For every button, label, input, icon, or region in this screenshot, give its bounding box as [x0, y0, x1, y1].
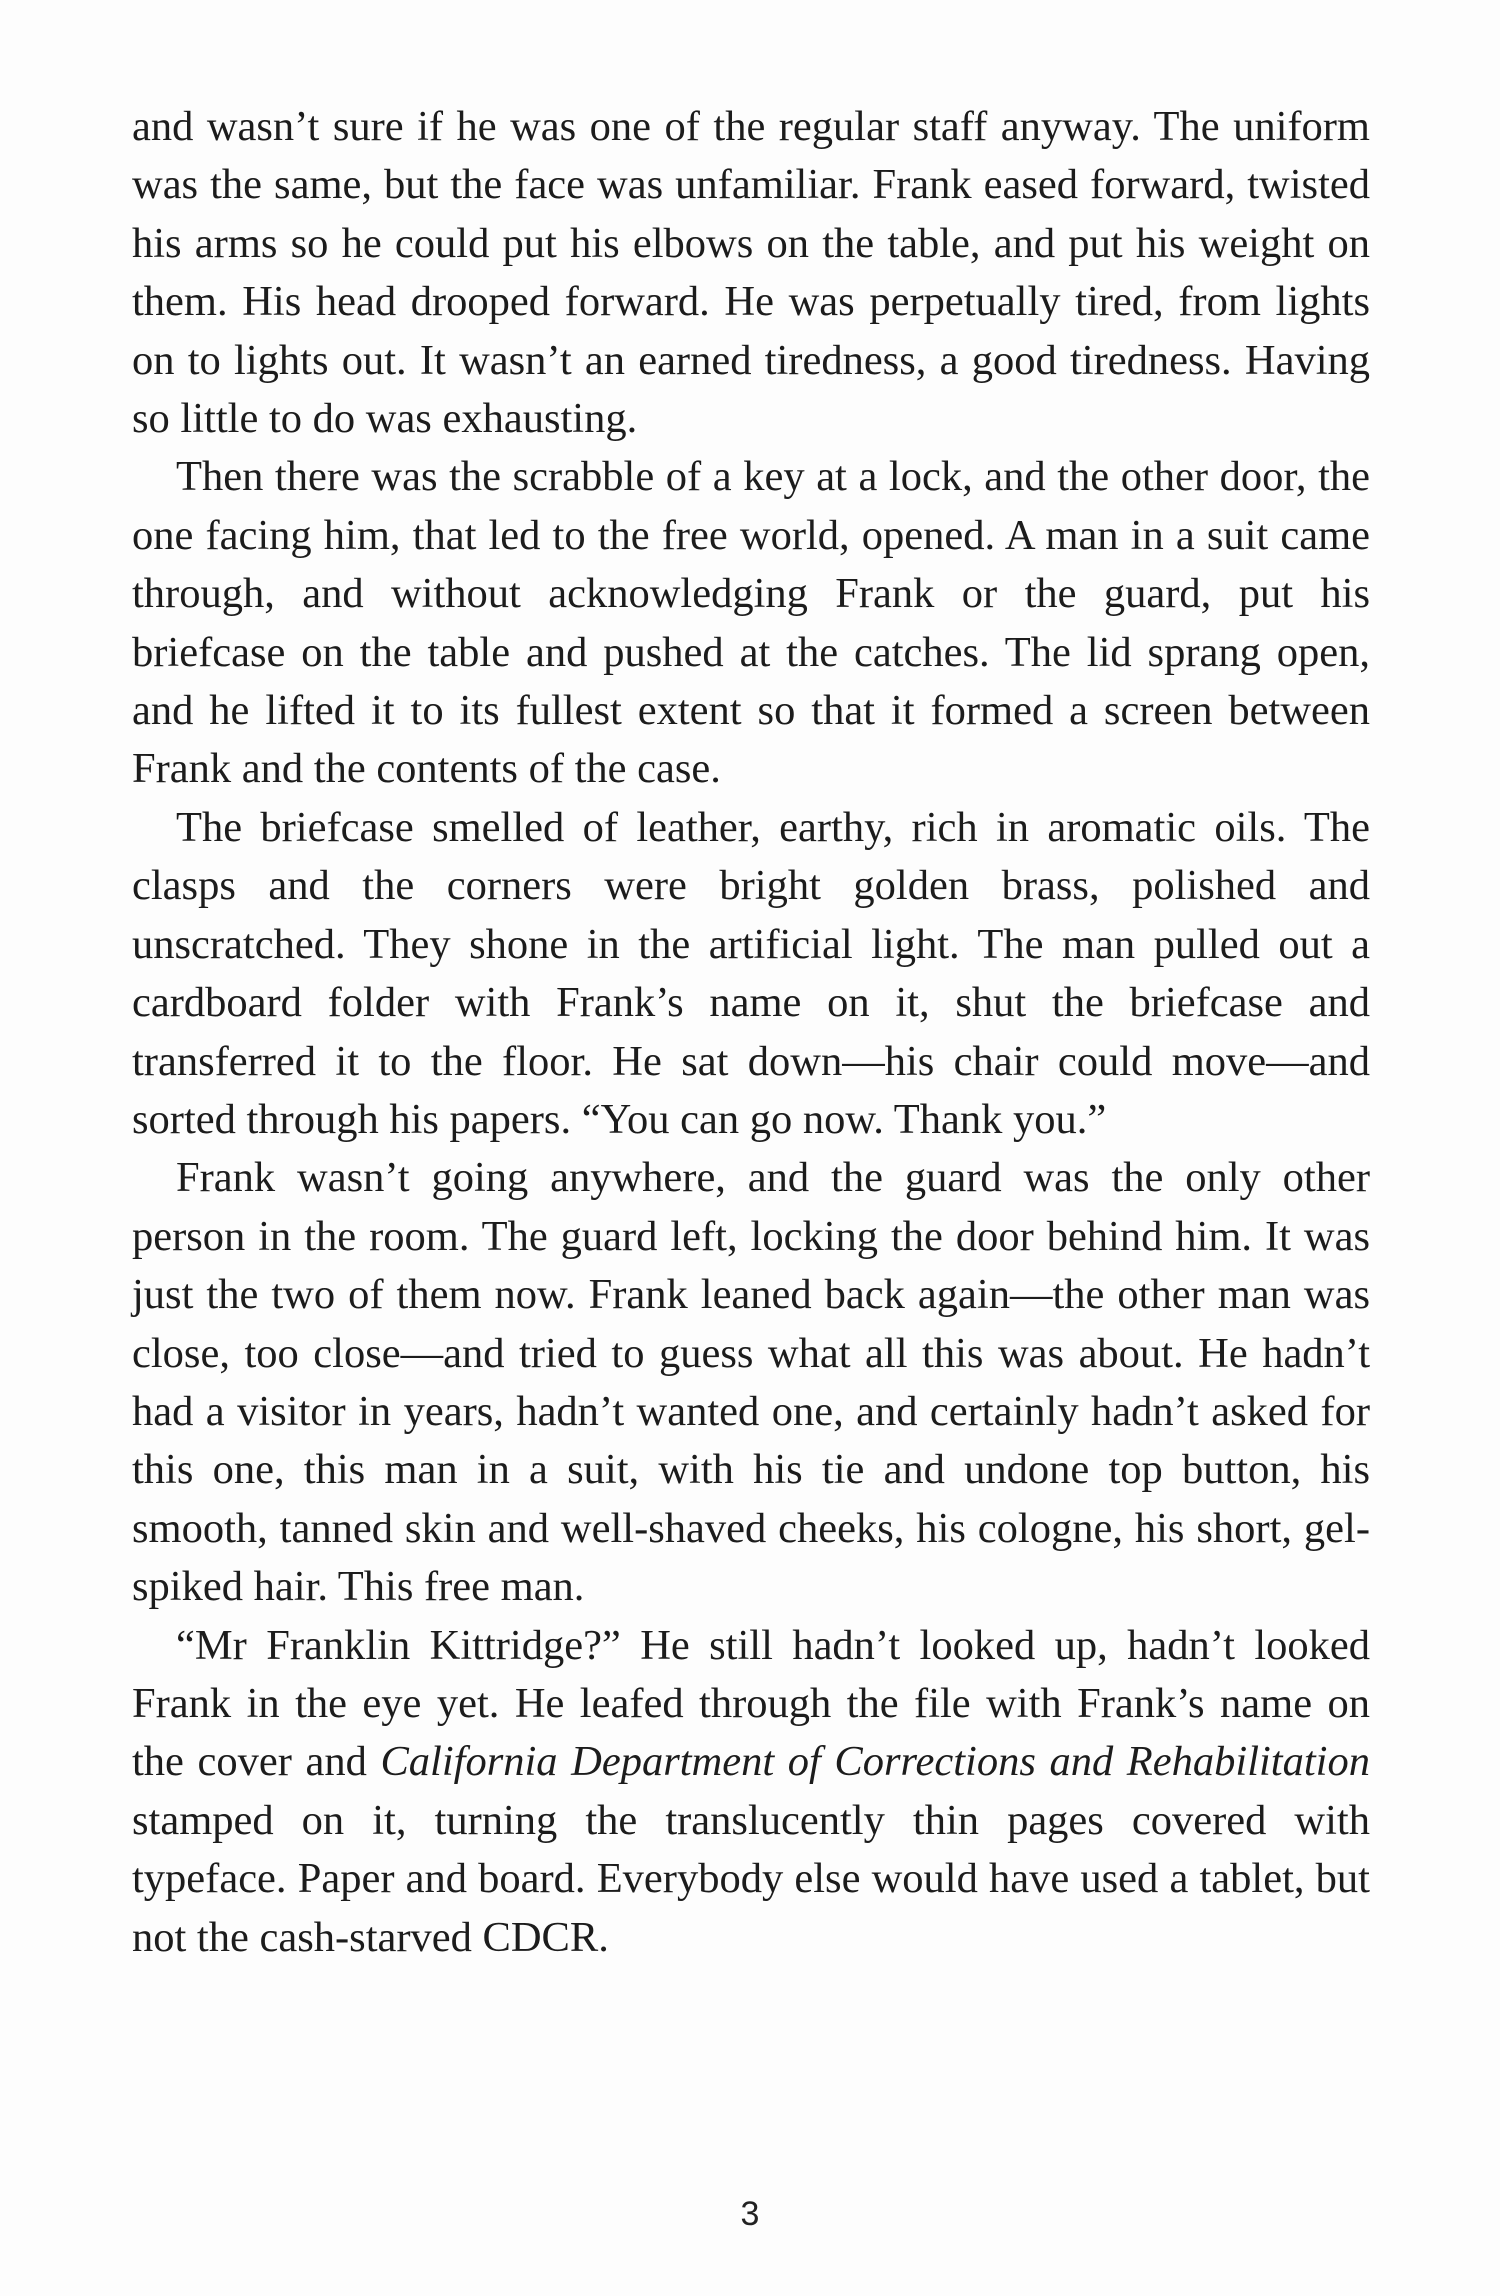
- paragraph-4: Frank wasn’t going anywhere, and the guard was the only other person in the room. The guard left, locking the door behind him. It was just the two of them now. Frank leaned back again—the other man was close, too close—and tried to guess what all this was about. He hadn’t had a visitor in years, hadn’t wanted one, and certainly hadn’t asked for this one, this man in a suit, with his tie and undone top button, his smooth, tanned skin and well-shaved cheeks, his cologne, his short, gel-spiked hair. This free man.: [132, 1154, 1370, 1611]
- agency-name-italic: California Department of Corrections and Rehabilitation: [380, 1738, 1370, 1786]
- paragraph-2: Then there was the scrabble of a key at a lock, and the other door, the one facing him, that led to the free world, opened. A man in a suit came through, and without acknowledging Frank or the guard, put his briefcase on the table and pushed at the catches. The lid sprang open, and he lifted it to its fullest extent so that it formed a screen between Frank and the contents of the case.: [132, 453, 1370, 793]
- page-number: 3: [740, 2195, 760, 2233]
- paragraph-1: and wasn’t sure if he was one of the regular staff anyway. The uniform was the same, but the face was unfamiliar. Frank eased forward, twisted his arms so he could put his elbows on the table, and put his weight on them. His head drooped forward. He was perpetually tired, from lights on to lights out. It wasn’t an earned tiredness, a good tiredness. Having so little to do was exhausting.: [132, 103, 1370, 443]
- paragraph-5-text-b: stamped on it, turning the translucently thin pages covered with typeface. Paper and board. Everybody else would have used a tablet, but not the cash-starved CDCR.: [132, 1796, 1370, 1961]
- paragraph-5: [132, 1617, 1370, 1967]
- body-text: [132, 98, 1370, 1967]
- paragraph-5-text-a: “Mr Franklin Kittridge?” He still hadn’t looked up, hadn’t looked Frank in the eye yet. He leafed through the file with Frank’s name on the cover and: [132, 1621, 1370, 1786]
- paragraph-3: The briefcase smelled of leather, earthy, rich in aromatic oils. The clasps and the corners were bright golden brass, polished and unscratched. They shone in the artificial light. The man pulled out a cardboard folder with Frank’s name on it, shut the briefcase and transferred it to the floor. He sat down—his chair could move—and sorted through his papers. “You can go now. Thank you.”: [132, 803, 1370, 1143]
